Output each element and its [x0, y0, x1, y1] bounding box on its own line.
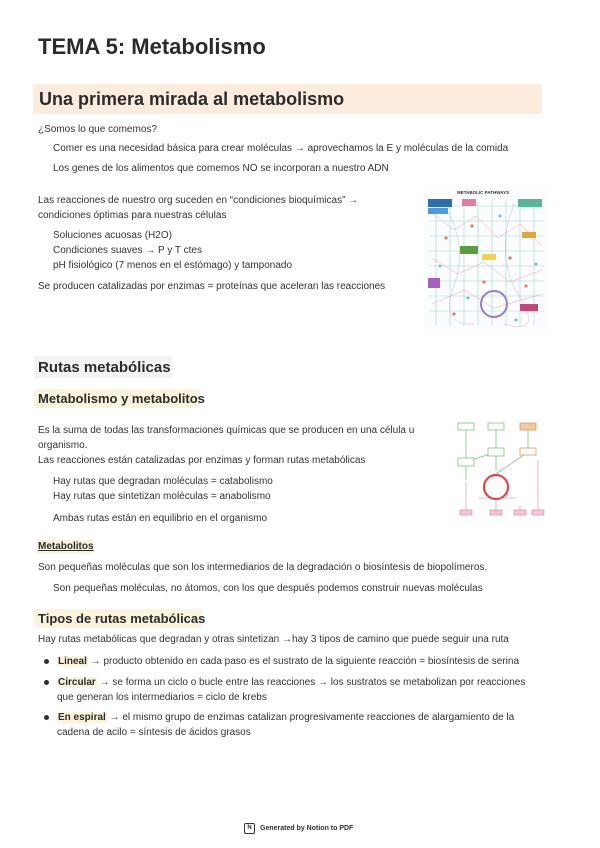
bullet-term: En espiral: [58, 712, 106, 723]
paragraph-line: organismo.: [38, 440, 88, 451]
metabolitos-label: Metabolitos: [38, 541, 94, 552]
page-title: TEMA 5: Metabolismo: [38, 34, 266, 59]
paragraph-line: Las reacciones de nuestro org suceden en “condiciones bioquímicas” →: [38, 195, 359, 206]
indent-text: Hay rutas que sintetizan moléculas = anabolismo: [53, 491, 271, 502]
footer: [244, 823, 353, 834]
indent-text: Ambas rutas están en equilibrio en el organismo: [53, 513, 268, 524]
subsection-heading: Metabolismo y metabolitos: [38, 391, 205, 406]
condition-item: Condiciones suaves → P y T ctes: [53, 245, 202, 256]
bullet-continuation: cadena de acilo = síntesis de ácidos grasos: [57, 727, 251, 738]
question-text: ¿Somos lo que comemos?: [38, 124, 157, 135]
indent-text: Son pequeñas moléculas, no átomos, con los que después podemos construir nuevas moléculas: [53, 583, 483, 594]
bullet-dot: [44, 680, 49, 685]
bullet-dot: [44, 715, 49, 720]
bullet-term: Circular: [58, 677, 96, 688]
bullet-text: → producto obtenido en cada paso es el sustrato de la siguiente reacción = biosíntesis de serina: [87, 656, 520, 667]
paragraph-line: condiciones óptimas para nuestras células: [38, 210, 227, 221]
indent-text: Comer es una necesidad básica para crear moléculas → aprovechamos la E y moléculas de la comida: [53, 143, 509, 154]
paragraph-line: Se producen catalizadas por enzimas = proteínas que aceleran las reacciones: [38, 281, 386, 292]
section-heading: Rutas metabólicas: [38, 359, 171, 376]
bullet-term: Lineal: [58, 656, 87, 667]
bullet-item: [57, 654, 519, 669]
bullet-dot: [44, 659, 49, 664]
bullet-item: [57, 710, 514, 725]
bullet-item: [57, 675, 525, 690]
notion-logo-icon: N: [244, 823, 255, 834]
metabolic-pathways-figure: [424, 186, 549, 330]
footer-text: Generated by Notion to PDF: [260, 825, 354, 832]
section-heading: Una primera mirada al metabolismo: [39, 89, 345, 109]
paragraph-line: Son pequeñas moléculas que son los intermediarios de la degradación o biosíntesis de biopolímeros.: [38, 562, 488, 573]
pathway-diagram-figure: [448, 420, 548, 518]
indent-text: Hay rutas que degradan moléculas = catabolismo: [53, 476, 273, 487]
bullet-text: → se forma un ciclo o bucle entre las reacciones → los sustratos se metabolizan por reacciones: [96, 677, 526, 688]
paragraph-line: Hay rutas metabólicas que degradan y otras sintetizan →hay 3 tipos de camino que puede seguir una ruta: [38, 634, 509, 645]
figure-title: METABOLIC PATHWAYS: [457, 190, 510, 195]
condition-item: pH fisiológico (7 menos en el estómago) y tamponado: [53, 260, 293, 271]
indent-text: Los genes de los alimentos que comemos NO se incorporan a nuestro ADN: [53, 163, 389, 174]
paragraph-line: Es la suma de todas las transformaciones químicas que se producen en una célula u: [38, 425, 415, 436]
bullet-text: → el mismo grupo de enzimas catalizan progresivamente reacciones de alargamiento de la: [106, 712, 515, 723]
paragraph-line: Las reacciones están catalizadas por enzimas y forman rutas metabólicas: [38, 455, 366, 466]
bullet-continuation: que generan los intermediarios = ciclo de krebs: [57, 692, 267, 703]
condition-item: Soluciones acuosas (H2O): [53, 230, 172, 241]
subsection-heading: Tipos de rutas metabólicas: [38, 611, 206, 626]
